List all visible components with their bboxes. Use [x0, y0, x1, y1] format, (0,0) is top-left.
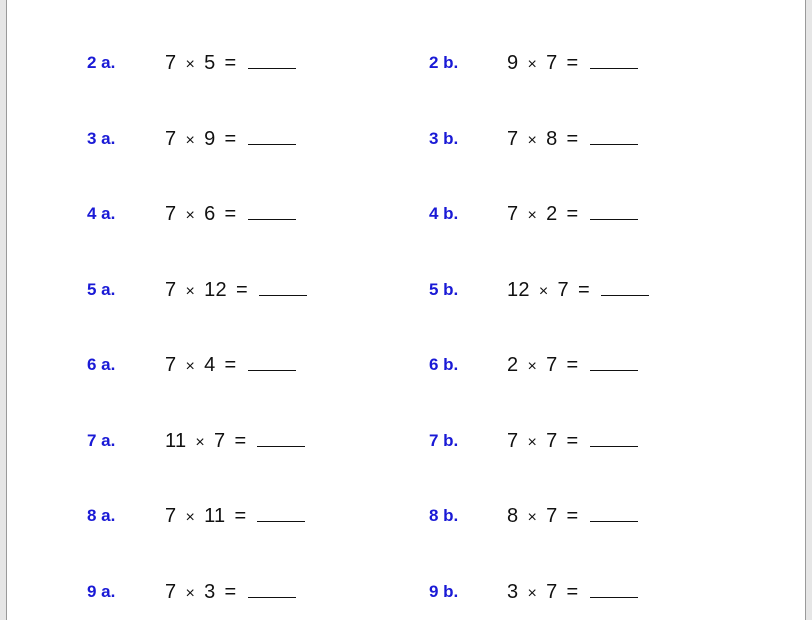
equals-sign: = — [224, 52, 237, 74]
times-sign: × — [185, 282, 196, 300]
equals-sign: = — [566, 203, 579, 225]
answer-blank — [590, 130, 638, 145]
operand-right: 7 — [557, 278, 569, 301]
problem-expression — [165, 48, 296, 80]
operand-left: 7 — [165, 278, 177, 301]
equals-sign: = — [566, 580, 579, 603]
answer-blank — [590, 583, 638, 598]
times-sign: × — [527, 433, 538, 451]
times-sign: × — [185, 56, 196, 73]
problem-label: 3 a. — [87, 128, 116, 148]
problem-expression — [507, 577, 638, 609]
answer-blank — [590, 432, 638, 447]
answer-blank — [590, 507, 638, 522]
problem-label: 7 b. — [429, 430, 459, 450]
answer-blank — [257, 432, 305, 447]
operand-left: 7 — [165, 127, 177, 150]
operand-right: 8 — [546, 127, 558, 150]
times-sign: × — [195, 433, 206, 451]
problem-label: 6 a. — [87, 355, 116, 374]
equals-sign: = — [235, 278, 248, 301]
operand-left: 7 — [507, 127, 519, 150]
answer-blank — [248, 583, 296, 598]
times-sign: × — [538, 282, 549, 300]
problem-expression — [165, 199, 296, 231]
answer-blank — [248, 205, 296, 220]
problem-label: 9 b. — [429, 581, 459, 601]
problem-label: 9 a. — [87, 581, 116, 601]
times-sign: × — [527, 509, 538, 526]
operand-right: 2 — [546, 203, 558, 225]
times-sign: × — [185, 131, 196, 149]
times-sign: × — [527, 131, 538, 149]
problem-expression — [165, 426, 305, 458]
problem-label: 6 b. — [429, 355, 459, 374]
problem-label: 5 a. — [87, 279, 116, 299]
problem-label: 7 a. — [87, 430, 116, 450]
operand-left: 3 — [507, 580, 519, 603]
operand-right: 9 — [204, 127, 216, 150]
times-sign: × — [185, 509, 196, 526]
operand-left: 7 — [165, 580, 177, 603]
times-sign: × — [185, 207, 196, 224]
problem-expression — [165, 577, 296, 609]
problem-expression — [165, 501, 305, 533]
problem-expression — [507, 275, 649, 307]
times-sign: × — [527, 358, 538, 375]
equals-sign: = — [566, 505, 579, 527]
times-sign: × — [185, 584, 196, 602]
equals-sign: = — [234, 429, 247, 452]
times-sign: × — [185, 358, 196, 375]
operand-left: 2 — [507, 354, 519, 376]
times-sign: × — [527, 207, 538, 224]
operand-right: 7 — [546, 429, 558, 452]
problem-expression — [165, 124, 296, 156]
problem-label: 8 a. — [87, 506, 116, 525]
answer-blank — [590, 356, 638, 371]
operand-left: 7 — [165, 354, 177, 376]
operand-right: 3 — [204, 580, 216, 603]
problem-expression — [165, 275, 307, 307]
problem-expression — [507, 199, 638, 231]
problem-expression — [507, 48, 638, 80]
times-sign: × — [527, 584, 538, 602]
operand-left: 7 — [165, 203, 177, 225]
problem-label: 2 a. — [87, 53, 116, 72]
operand-left: 9 — [507, 52, 519, 74]
worksheet-page — [6, 0, 806, 620]
operand-right: 7 — [546, 505, 558, 527]
answer-blank — [248, 54, 296, 69]
equals-sign: = — [224, 203, 237, 225]
equals-sign: = — [224, 354, 237, 376]
operand-right: 5 — [204, 52, 216, 74]
answer-blank — [248, 356, 296, 371]
operand-right: 7 — [546, 354, 558, 376]
operand-left: 8 — [507, 505, 519, 527]
equals-sign: = — [566, 429, 579, 452]
equals-sign: = — [224, 127, 237, 150]
operand-right: 7 — [214, 429, 226, 452]
operand-left: 7 — [507, 203, 519, 225]
answer-blank — [248, 130, 296, 145]
problem-expression — [507, 501, 638, 533]
answer-blank — [590, 54, 638, 69]
problem-expression — [507, 426, 638, 458]
equals-sign: = — [224, 580, 237, 603]
equals-sign: = — [566, 354, 579, 376]
problem-label: 4 b. — [429, 204, 459, 223]
problem-label: 2 b. — [429, 53, 459, 72]
problem-label: 3 b. — [429, 128, 459, 148]
operand-right: 7 — [546, 580, 558, 603]
equals-sign: = — [577, 278, 590, 301]
operand-left: 12 — [507, 278, 530, 301]
answer-blank — [601, 281, 649, 296]
problem-label: 4 a. — [87, 204, 116, 223]
answer-blank — [257, 507, 305, 522]
problem-expression — [165, 350, 296, 382]
operand-left: 11 — [165, 429, 187, 452]
problem-label: 5 b. — [429, 279, 459, 299]
problem-expression — [507, 350, 638, 382]
equals-sign: = — [566, 52, 579, 74]
operand-right: 11 — [204, 505, 226, 527]
operand-left: 7 — [165, 52, 177, 74]
operand-right: 4 — [204, 354, 216, 376]
operand-left: 7 — [507, 429, 519, 452]
operand-left: 7 — [165, 505, 177, 527]
equals-sign: = — [566, 127, 579, 150]
operand-right: 6 — [204, 203, 216, 225]
operand-right: 7 — [546, 52, 558, 74]
problem-expression — [507, 124, 638, 156]
answer-blank — [590, 205, 638, 220]
times-sign: × — [527, 56, 538, 73]
problem-label: 8 b. — [429, 506, 459, 525]
operand-right: 12 — [204, 278, 227, 301]
answer-blank — [259, 281, 307, 296]
equals-sign: = — [234, 505, 247, 527]
